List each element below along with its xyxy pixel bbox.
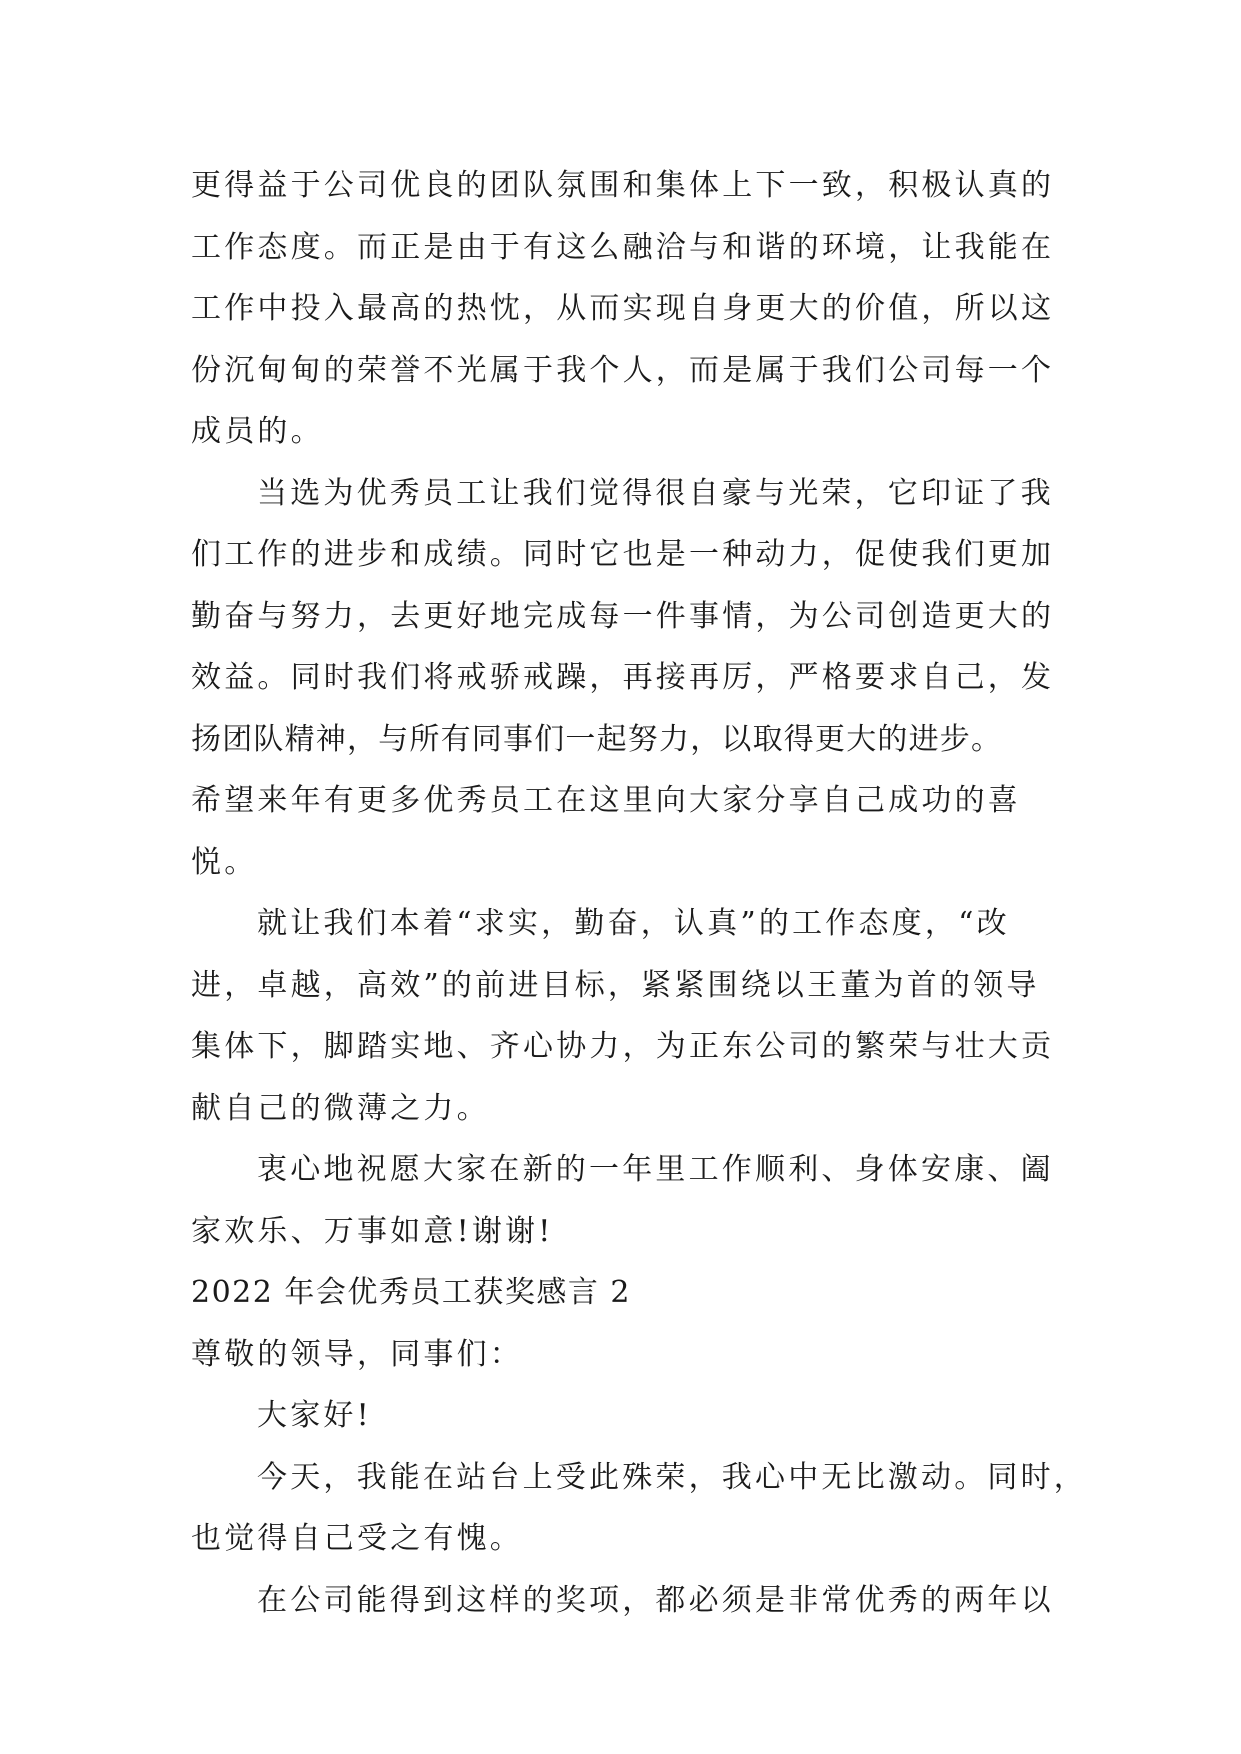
paragraph-first-line: 衷心地祝愿大家在新的一年里工作顺利、身体安康、阖 [257, 1152, 1054, 1187]
text-line: 家欢乐、万事如意!谢谢! [191, 1213, 554, 1249]
text-line: 份沉甸甸的荣誉不光属于我个人，而是属于我们公司每一个 [191, 352, 1055, 388]
text-line: 集体下，脚踏实地、齐心协力，为正东公司的繁荣与壮大贡 [191, 1029, 1055, 1064]
text-line: 悦。 [191, 844, 258, 880]
salutation: 尊敬的领导，同事们： [191, 1336, 523, 1372]
document-body [191, 155, 1087, 1631]
text-line: 效益。同时我们将戒骄戒躁，再接再厉，严格要求自己，发 [191, 660, 1055, 695]
text-line: 们工作的进步和成绩。同时它也是一种动力，促使我们更加 [191, 537, 1055, 572]
paragraph-first-line: 今天，我能在站台上受此殊荣，我心中无比激动。同时， [257, 1459, 1087, 1495]
text-line: 献自己的微薄之力。 [191, 1090, 490, 1126]
text-line: 工作中投入最高的热忱，从而实现自身更大的价值，所以这 [191, 291, 1055, 326]
text-line: 进，卓越，高效”的前进目标，紧紧围绕以王董为首的领导 [191, 967, 1040, 1003]
text-line: 成员的。 [191, 414, 324, 449]
paragraph-first-line: 在公司能得到这样的奖项，都必须是非常优秀的两年以 [257, 1582, 1054, 1618]
text-line: 也觉得自己受之有愧。 [191, 1521, 523, 1556]
text-line: 更得益于公司优良的团队氛围和集体上下一致，积极认真的 [191, 168, 1055, 203]
greeting: 大家好! [257, 1398, 372, 1433]
text-line: 希望来年有更多优秀员工在这里向大家分享自己成功的喜 [191, 783, 1021, 818]
text-line: 工作态度。而正是由于有这么融洽与和谐的环境，让我能在 [191, 229, 1055, 265]
paragraph-first-line: 就让我们本着“求实，勤奋，认真”的工作态度，“改 [257, 906, 1010, 941]
section-heading: 2022 年会优秀员工获奖感言 2 [191, 1275, 632, 1310]
text-line: 扬团队精神，与所有同事们一起努力，以取得更大的进步。 [191, 721, 1003, 757]
paragraph-first-line: 当选为优秀员工让我们觉得很自豪与光荣，它印证了我 [257, 475, 1054, 511]
text-line: 勤奋与努力，去更好地完成每一件事情，为公司创造更大的 [191, 598, 1055, 634]
